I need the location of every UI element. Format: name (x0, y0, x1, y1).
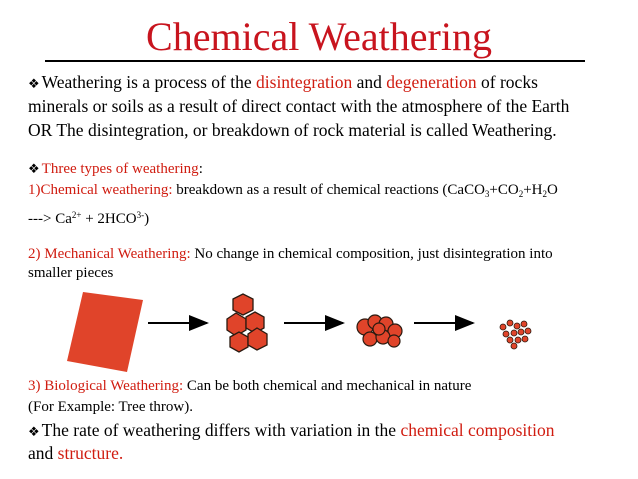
rate-text: and (28, 443, 58, 463)
formula-part: ) (144, 211, 150, 227)
biological-text: Can be both chemical and mechanical in nature (183, 378, 472, 394)
chemical-weathering-label: 1)Chemical weathering: (28, 182, 173, 198)
intro-line-3: OR The disintegration, or breakdown of rock material is called Weathering. (28, 120, 557, 140)
intro-line-2: minerals or soils as a result of direct contact with the atmosphere of the Earth (28, 96, 570, 116)
intro-text: of rocks (476, 72, 538, 92)
rate-line-2 (28, 441, 123, 465)
term-degeneration: degeneration (386, 72, 477, 92)
formula-part: ---> Ca (28, 211, 72, 227)
types-heading-suffix: : (198, 161, 203, 177)
fine-particles (500, 320, 531, 349)
mechanical-line-2: smaller pieces (28, 265, 114, 281)
biological-weathering-label: 3) Biological Weathering: (28, 378, 184, 394)
diamond-bullet-icon: ❖ (28, 76, 40, 91)
formula-part: + 2HCO (81, 211, 137, 227)
subscript: 2 (518, 189, 524, 199)
intro-text: and (352, 72, 387, 92)
mechanical-weathering-label: 2) Mechanical Weathering: (28, 246, 191, 262)
superscript: 3- (136, 210, 145, 220)
mechanical-text: No change in chemical composition, just disintegration into (190, 246, 553, 262)
diamond-bullet-icon: ❖ (28, 161, 40, 176)
term-chemical-composition: chemical composition (400, 420, 555, 440)
formula-part: O (547, 182, 558, 198)
formula-part: +H (523, 182, 543, 198)
rate-text: The rate of weathering differs with variation in the (41, 420, 401, 440)
broken-rock-pieces (227, 294, 267, 352)
intro-text: Weathering is a process of the (41, 72, 257, 92)
rounded-fragments (357, 315, 402, 347)
slide-title: Chemical Weathering (146, 14, 492, 59)
diamond-bullet-icon: ❖ (28, 424, 40, 439)
term-structure: structure. (57, 443, 124, 463)
solid-rock-shape (67, 292, 143, 372)
biological-line-2: (For Example: Tree throw). (28, 399, 193, 415)
biological-weathering-line (28, 376, 471, 396)
subscript: 2 (542, 189, 548, 199)
term-disintegration: disintegration (256, 72, 353, 92)
types-heading-text: Three types of weathering (41, 161, 199, 177)
formula-part: +CO (489, 182, 519, 198)
subscript: 3 (484, 189, 490, 199)
chemical-text: breakdown as a result of chemical reactions (CaCO (172, 182, 485, 198)
superscript: 2+ (71, 210, 82, 220)
